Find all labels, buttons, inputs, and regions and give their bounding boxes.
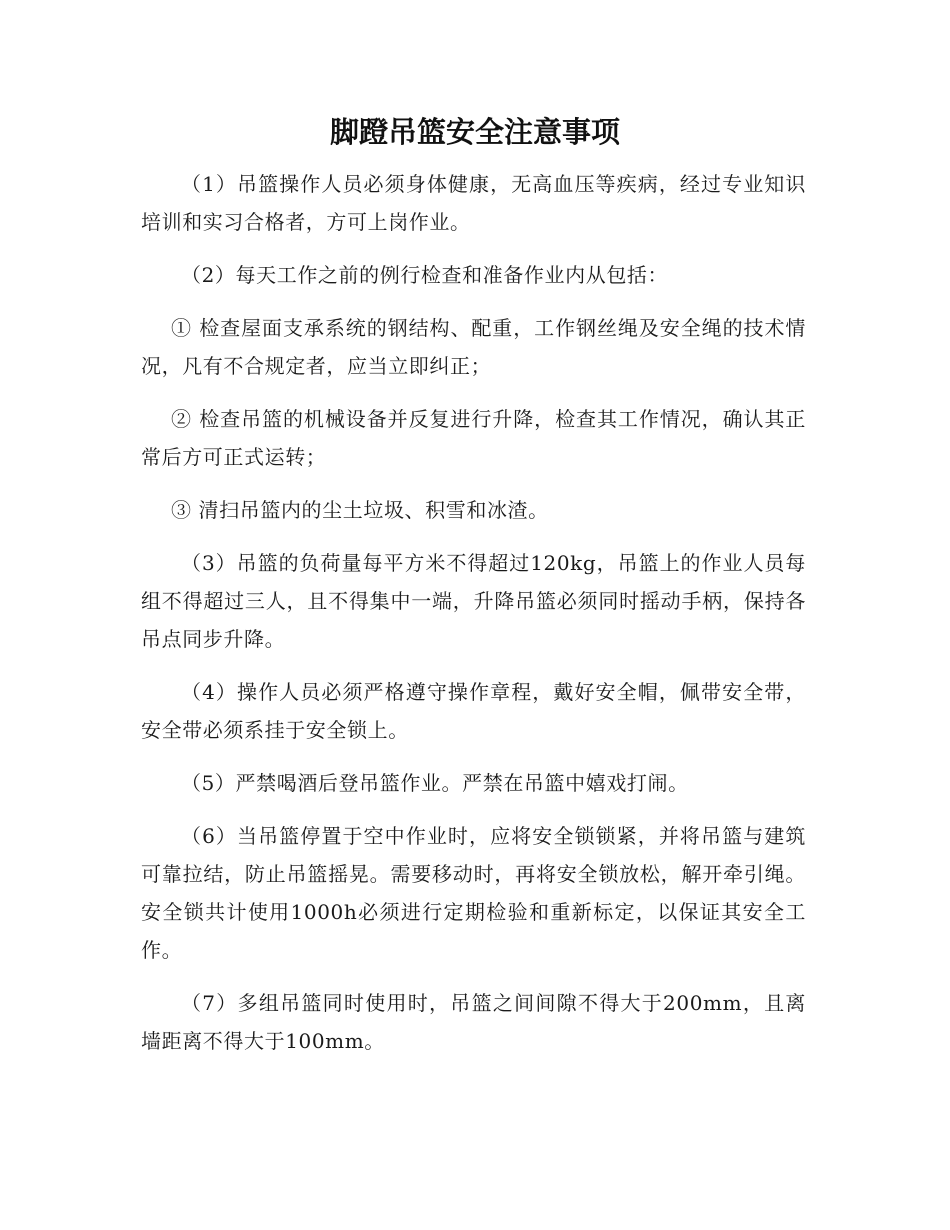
paragraph-2-item-2: ② 检查吊篮的机械设备并反复进行升降，检查其工作情况，确认其正常后方可正式运转； xyxy=(141,407,806,469)
paragraph-7: （7）多组吊篮同时使用时，吊篮之间间隙不得大于200mm，且离墙距离不得大于100mm。 xyxy=(141,991,806,1053)
document-title: 脚蹬吊篮安全注意事项 xyxy=(329,115,620,149)
paragraph-4: （4）操作人员必须严格遵守操作章程，戴好安全帽，佩带安全带，安全带必须系挂于安全锁上。 xyxy=(141,680,806,742)
paragraph-2-item-3: ③ 清扫吊篮内的尘土垃圾、积雪和冰渣。 xyxy=(171,498,549,522)
paragraph-1: （1）吊篮操作人员必须身体健康，无高血压等疾病，经过专业知识培训和实习合格者，方可上岗作业。 xyxy=(141,172,806,234)
paragraph-6: （6）当吊篮停置于空中作业时，应将安全锁锁紧，并将吊篮与建筑可靠拉结，防止吊篮摇晃。需要移动时，再将安全锁放松，解开牵引绳。安全锁共计使用1000h必须进行定期检验和重新标定，以保证其安全工作。 xyxy=(141,824,806,962)
document-body xyxy=(141,165,806,1075)
paragraph-2: （2）每天工作之前的例行检查和准备作业内从包括： xyxy=(181,263,669,287)
paragraph-5: （5）严禁喝酒后登吊篮作业。严禁在吊篮中嬉戏打闹。 xyxy=(181,771,689,795)
paragraph-2-item-1: ① 检查屋面支承系统的钢结构、配重，工作钢丝绳及安全绳的技术情况，凡有不合规定者，应当立即纠正； xyxy=(141,316,806,378)
paragraph-3: （3）吊篮的负荷量每平方米不得超过120kg，吊篮上的作业人员每组不得超过三人，且不得集中一端，升降吊篮必须同时摇动手柄，保持各吊点同步升降。 xyxy=(141,551,806,651)
